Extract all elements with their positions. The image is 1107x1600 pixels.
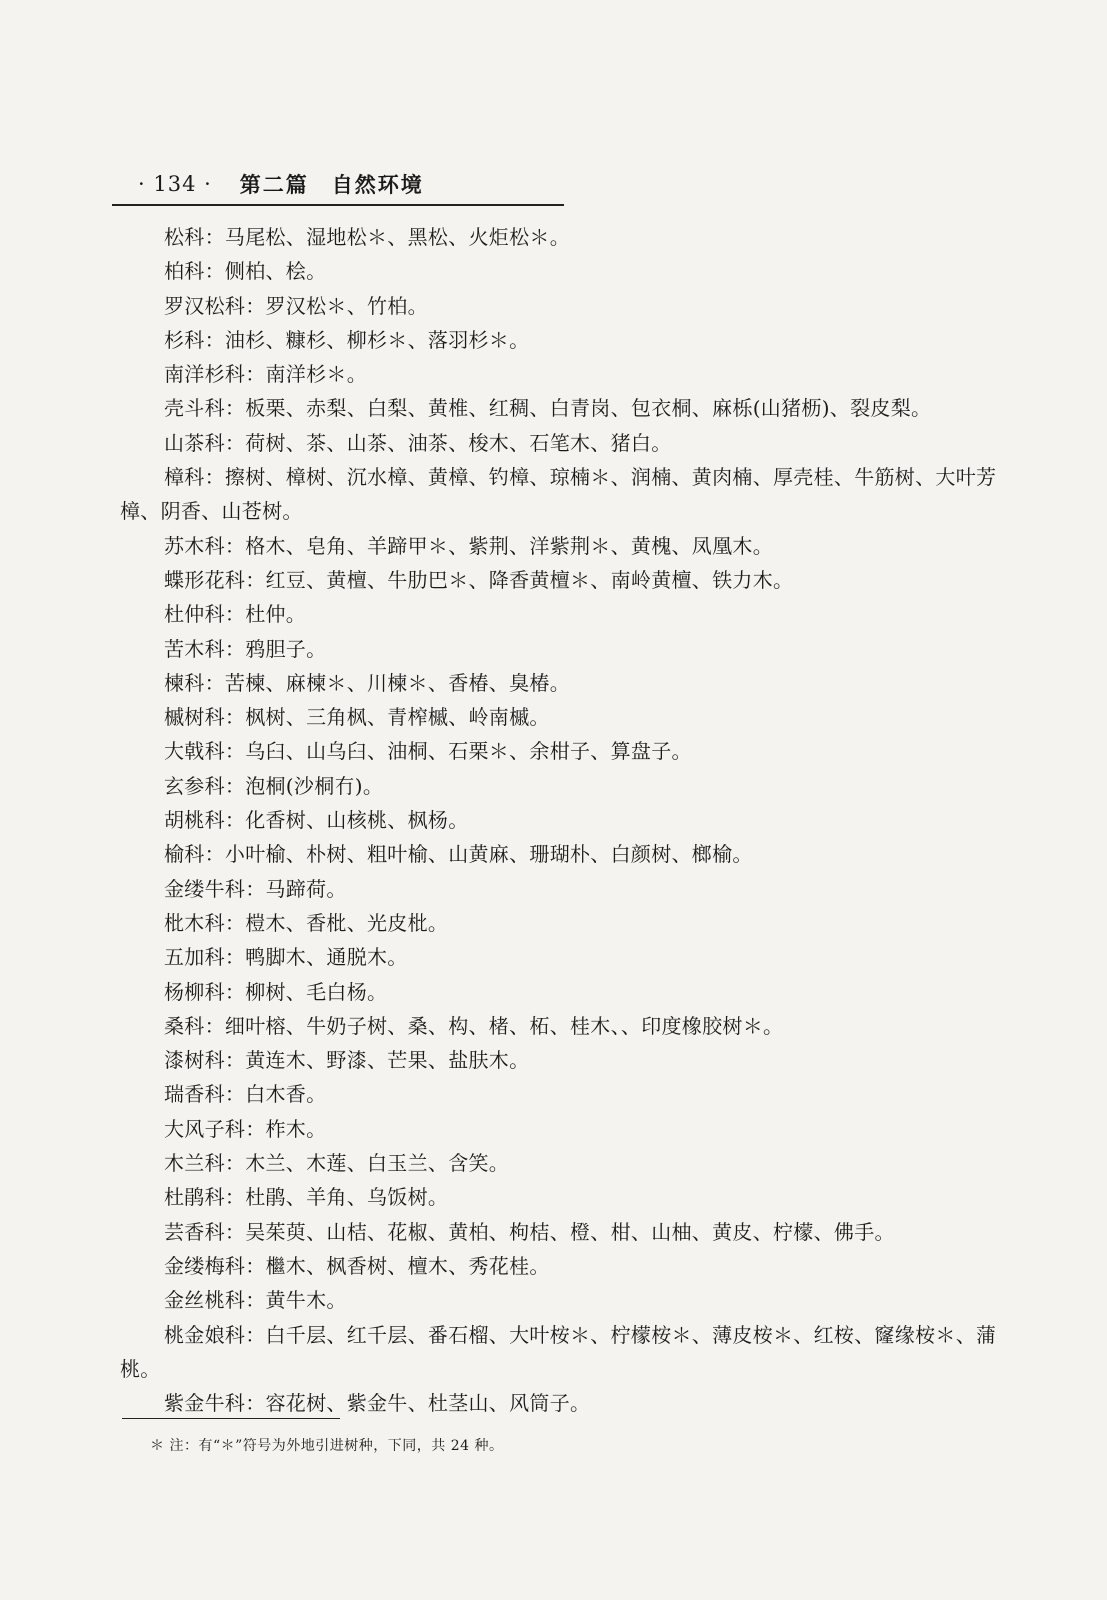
list-item: 榆科：小叶榆、朴树、粗叶榆、山黄麻、珊瑚朴、白颜树、榔榆。 [164,842,753,867]
list-item: 杨柳科：柳树、毛白杨。 [164,979,388,1004]
list-item: 松科：马尾松、湿地松＊、黑松、火炬松＊。 [164,225,570,249]
section-title: 第二篇 自然环境 [239,172,424,197]
list-item: 金缕梅科：檵木、枫香树、檀木、秀花桂。 [164,1253,550,1278]
list-item: 蝶形花科：红豆、黄檀、牛肋巴＊、降香黄檀＊、南岭黄檀、铁力木。 [164,567,794,592]
list-item: 桑科：细叶榕、牛奶子树、桑、构、楮、柘、桂木、、印度橡胶树＊。 [164,1013,784,1038]
list-item: 大风子科：柞木。 [164,1116,327,1141]
list-item: 苦木科：鸦胆子。 [164,636,327,661]
species-list [120,220,1000,1420]
list-item: 瑞香科：白木香。 [164,1082,327,1107]
list-item: 枇木科：榿木、香枇、光皮枇。 [164,910,449,935]
list-item: 杜鹃科：杜鹃、羊角、乌饭树。 [164,1185,449,1210]
list-item: 五加科：鸭脚木、通脱木。 [164,945,408,970]
list-item: 楝科：苦楝、麻楝＊、川楝＊、香椿、臭椿。 [164,670,570,695]
footnote: ＊ 注：有“＊”符号为外地引进树种，下同，共 24 种。 [150,1438,504,1454]
list-item: 漆树科：黄连木、野漆、芒果、盐肤木。 [164,1048,530,1073]
list-item: 壳斗科：板栗、赤梨、白梨、黄椎、红稠、白青岗、包衣桐、麻栎(山猪枥)、裂皮梨。 [164,396,932,421]
list-item: 樟科：擦树、樟树、沉水樟、黄樟、钓樟、琼楠＊、润楠、黄肉楠、厚壳桂、牛筋树、大叶芳樟、阴香、山苍树。 [120,465,997,524]
list-item: 苏木科：格木、皂角、羊蹄甲＊、紫荆、洋紫荆＊、黄槐、凤凰木。 [164,533,773,558]
list-item: 桃金娘科：白千层、红千层、番石榴、大叶桉＊、柠檬桉＊、薄皮桉＊、红桉、窿缘桉＊、蒲桃。 [120,1322,997,1381]
footnote-rule [122,1418,340,1419]
list-item: 木兰科：木兰、木莲、白玉兰、含笑。 [164,1151,510,1176]
page-number: · 134 · [138,172,212,196]
list-item: 玄参科：泡桐(沙桐冇)。 [164,773,384,798]
list-item: 杜仲科：杜仲。 [164,602,307,627]
list-item: 金缕牛科：马蹄荷。 [164,876,347,901]
list-item: 南洋杉科：南洋杉＊。 [164,362,367,387]
list-item: 紫金牛科：容花树、紫金牛、杜茎山、风筒子。 [164,1391,591,1416]
list-item: 山茶科：荷树、茶、山茶、油茶、梭木、石笔木、猪白。 [164,430,672,455]
list-item: 大戟科：乌臼、山乌臼、油桐、石栗＊、余柑子、算盘子。 [164,739,692,764]
list-item: 芸香科：吴茱萸、山桔、花椒、黄柏、枸桔、橙、柑、山柚、黄皮、柠檬、佛手。 [164,1219,895,1244]
list-item: 杉科：油杉、糠杉、柳杉＊、落羽杉＊。 [164,327,530,352]
page-header [112,164,572,204]
list-item: 罗汉松科：罗汉松＊、竹柏。 [164,293,428,318]
list-item: 金丝桃科：黄牛木。 [164,1288,347,1313]
list-item: 胡桃科：化香树、山核桃、枫杨。 [164,808,469,833]
list-item: 柏科：侧柏、桧。 [164,259,327,284]
header-rule [112,204,564,206]
list-item: 槭树科：枫树、三角枫、青榨槭、岭南槭。 [164,705,550,730]
